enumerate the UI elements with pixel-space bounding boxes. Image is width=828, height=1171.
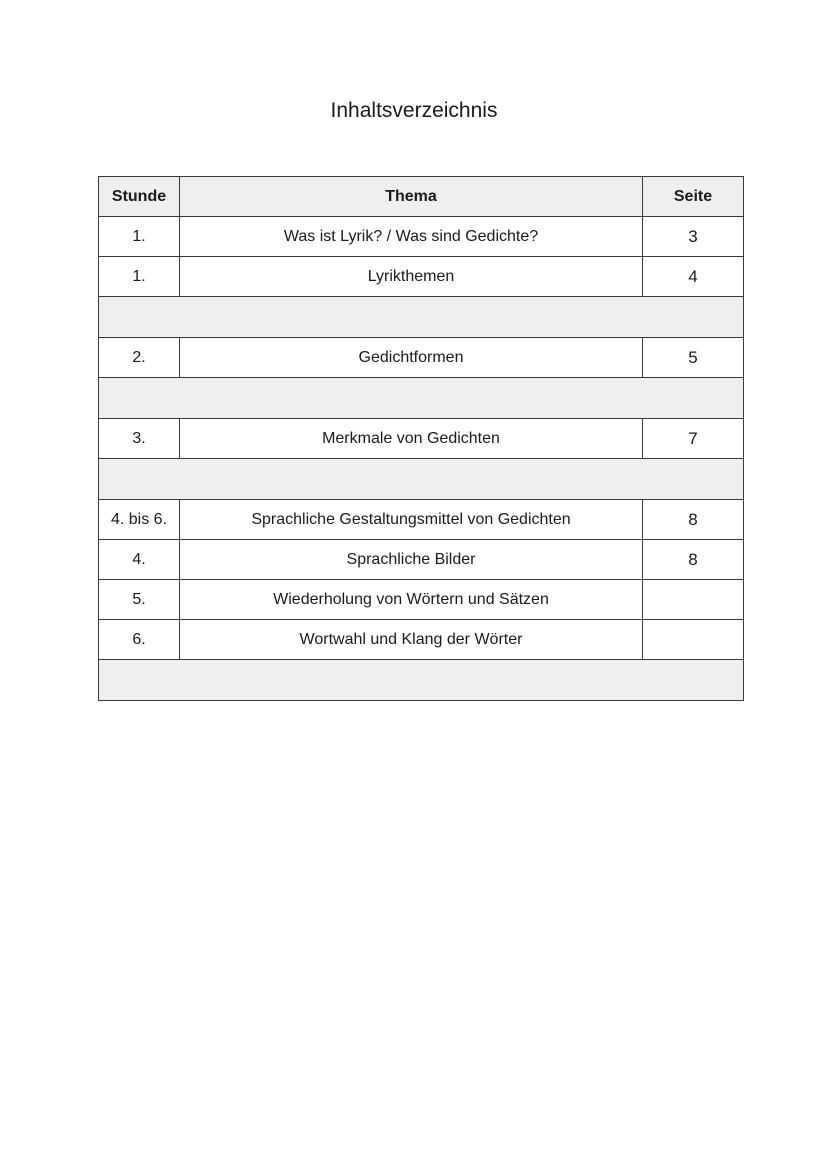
- spacer-row: [99, 297, 744, 338]
- seite-cell: 7: [643, 419, 744, 459]
- table-header-row: [99, 177, 744, 217]
- table-row: [99, 217, 744, 257]
- spacer-row: [99, 378, 744, 419]
- page-title: Inhaltsverzeichnis: [330, 99, 498, 122]
- table-row: [99, 419, 744, 459]
- spacer-row: [99, 459, 744, 500]
- table-row: [99, 620, 744, 660]
- thema-cell: Wiederholung von Wörtern und Sätzen: [180, 580, 643, 620]
- header-seite: Seite: [643, 177, 744, 217]
- table-row: [99, 580, 744, 620]
- seite-cell: [643, 620, 744, 660]
- thema-cell: Sprachliche Bilder: [180, 540, 643, 580]
- table-row: [99, 500, 744, 540]
- stunde-cell: 4.: [99, 540, 180, 580]
- seite-cell: 4: [643, 257, 744, 297]
- seite-cell: [643, 580, 744, 620]
- spacer-cell: [99, 459, 744, 500]
- spacer-row: [99, 660, 744, 701]
- table-row: [99, 540, 744, 580]
- thema-cell: Was ist Lyrik? / Was sind Gedichte?: [180, 217, 643, 257]
- stunde-cell: 5.: [99, 580, 180, 620]
- thema-cell: Gedichtformen: [180, 338, 643, 378]
- spacer-cell: [99, 297, 744, 338]
- table-body: [99, 217, 744, 701]
- spacer-cell: [99, 378, 744, 419]
- table-row: [99, 338, 744, 378]
- seite-cell: 8: [643, 500, 744, 540]
- stunde-cell: 6.: [99, 620, 180, 660]
- stunde-cell: 3.: [99, 419, 180, 459]
- thema-cell: Wortwahl und Klang der Wörter: [180, 620, 643, 660]
- thema-cell: Lyrikthemen: [180, 257, 643, 297]
- stunde-cell: 4. bis 6.: [99, 500, 180, 540]
- stunde-cell: 2.: [99, 338, 180, 378]
- spacer-cell: [99, 660, 744, 701]
- seite-cell: 5: [643, 338, 744, 378]
- seite-cell: 3: [643, 217, 744, 257]
- header-stunde: Stunde: [99, 177, 180, 217]
- stunde-cell: 1.: [99, 257, 180, 297]
- thema-cell: Sprachliche Gestaltungsmittel von Gedichten: [180, 500, 643, 540]
- thema-cell: Merkmale von Gedichten: [180, 419, 643, 459]
- header-thema: Thema: [180, 177, 643, 217]
- seite-cell: 8: [643, 540, 744, 580]
- stunde-cell: 1.: [99, 217, 180, 257]
- table-row: [99, 257, 744, 297]
- table-of-contents: [98, 176, 744, 701]
